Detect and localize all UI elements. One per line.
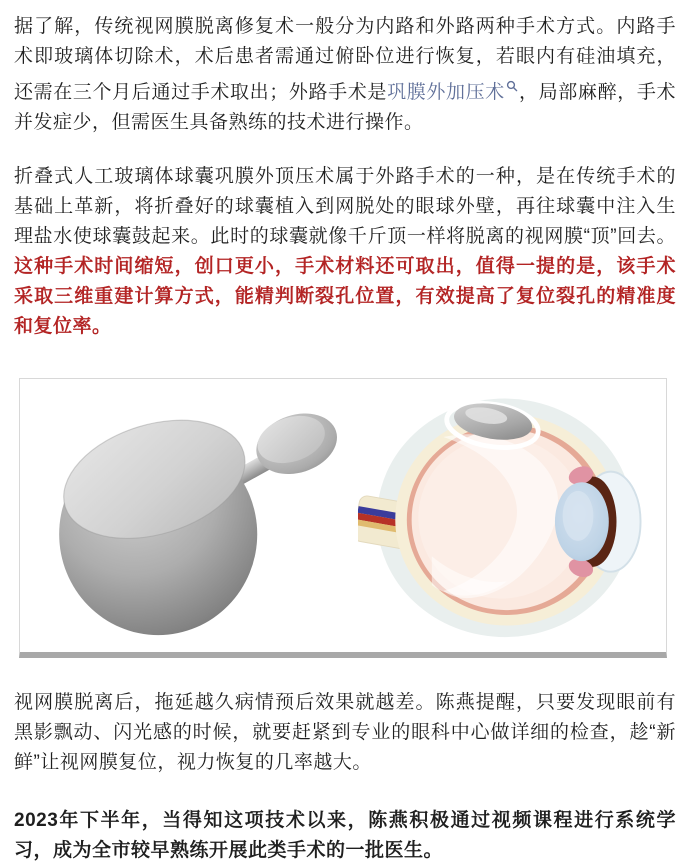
p1-text-after-link: ，局部麻醉，手术并发症少，但需医生具备熟练的技术进行操作。 bbox=[14, 82, 676, 133]
balloon-device-render bbox=[38, 388, 338, 643]
scleral-buckling-link[interactable]: 巩膜外加压术 bbox=[387, 82, 505, 103]
p4-text: 2023年下半年，当得知这项技术以来，陈燕积极通过视频课程进行系统学习，成为全市较早熟练开展此类手术的一批医生。 bbox=[14, 810, 676, 861]
p1-text-before-link: 据了解，传统视网膜脱离修复术一般分为内路和外路两种手术方式。内路手术即玻璃体切除术，术后患者需通过俯卧位进行恢复，若眼内有硅油填充，还需在三个月后通过手术取出；外路手术是 bbox=[14, 16, 676, 103]
eye-cross-section-illustration bbox=[358, 387, 648, 644]
p2-text-highlight: 这种手术时间缩短，创口更小，手术材料还可取出，值得一提的是，该手术采取三维重建计算方式，能精判断裂孔位置，有效提高了复位裂孔的精准度和复位率。 bbox=[14, 256, 676, 337]
p3-text: 视网膜脱离后，拖延越久病情预后效果就越差。陈燕提醒，只要发现眼前有黑影飘动、闪光感的时候，就要赶紧到专业的眼科中心做详细的检查，趁“新鲜”让视网膜复位，视力恢复的几率越大。 bbox=[14, 692, 676, 773]
search-icon[interactable] bbox=[506, 72, 518, 102]
paragraph-warning bbox=[14, 688, 676, 778]
figure-image bbox=[19, 378, 667, 658]
paragraph-doctor bbox=[14, 806, 676, 866]
paragraph-technique bbox=[14, 162, 676, 342]
paragraph-intro bbox=[14, 12, 676, 138]
p2-text-normal: 折叠式人工玻璃体球囊巩膜外顶压术属于外路手术的一种，是在传统手术的基础上革新，将折叠好的球囊植入到网脱处的眼球外壁，再往球囊中注入生理盐水使球囊鼓起来。此时的球囊就像千斤顶一样将脱离的视网膜“顶”回去。 bbox=[14, 166, 676, 247]
